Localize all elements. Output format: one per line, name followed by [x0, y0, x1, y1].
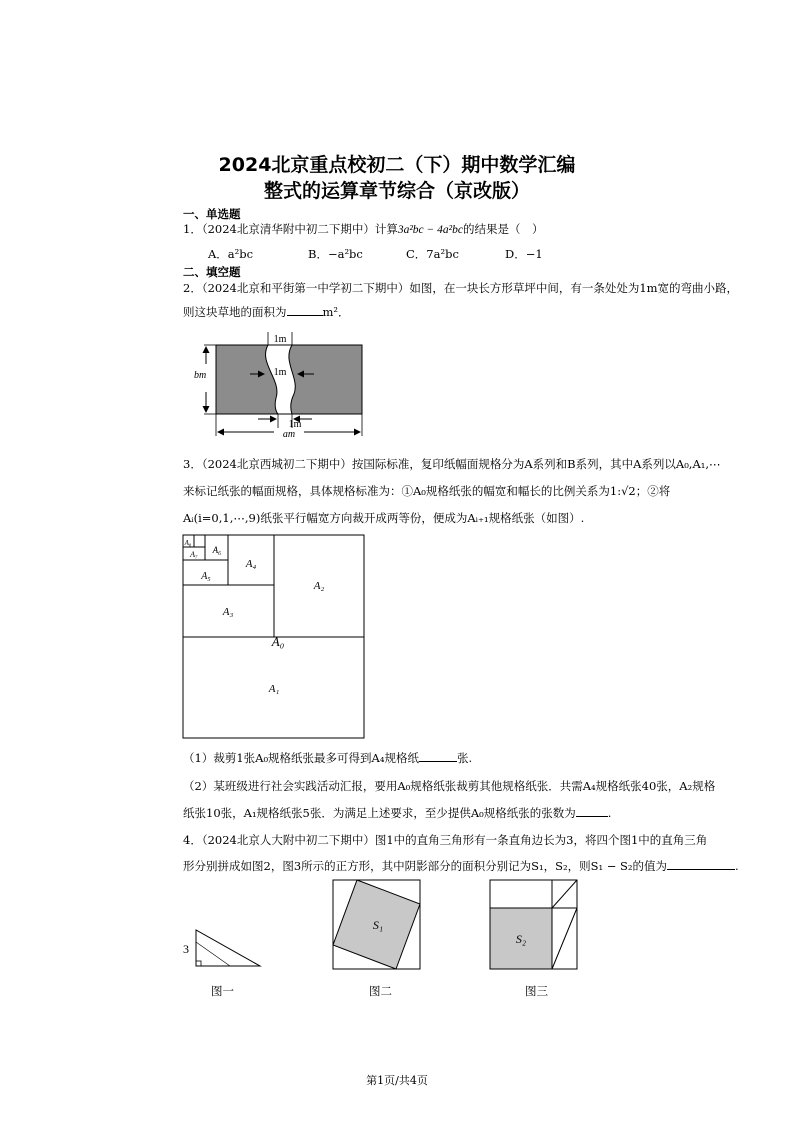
question-4-line1: 4．（2024北京人大附中初二下期中）图1中的直角三角形有一条直角边长为3，将四个图1中的直角三角 [183, 833, 708, 847]
label-a5: A₅ [201, 571, 211, 582]
bottom-width-label: 1m [288, 419, 302, 430]
question-1 [183, 221, 543, 237]
q3-sub1-answer-blank[interactable] [419, 761, 457, 762]
label-a6: A₆ [212, 545, 222, 555]
q2-text: 则这块草地的面积为 [183, 305, 287, 319]
q3-sub2-period: . [607, 806, 612, 820]
q3-sub2-answer-blank[interactable] [576, 816, 608, 817]
q4-period: . [735, 859, 739, 873]
page-subtitle: 整式的运算章节综合（京改版） [263, 180, 530, 202]
label-a0: A₀ [271, 634, 285, 649]
a-series-figure [182, 534, 366, 740]
label-a8: A₈ [184, 539, 192, 547]
q1-expression: 3a²bc − 4a²bc [397, 224, 463, 236]
q1-option-a[interactable]: A．a²bc [208, 247, 254, 261]
question-3-line2: 来标记纸张的幅面规格，具体规格标准为：①A₀规格纸张的幅宽和幅长的比例关系为1:√2；②将 [183, 484, 671, 498]
q3-sub1-unit: 张. [456, 751, 473, 765]
page-title: 2024北京重点校初二（下）期中数学汇编 [218, 154, 576, 176]
right-triangle-figure [180, 926, 264, 970]
section-fill-blank: 二、填空题 [183, 265, 241, 279]
top-width-label: 1m [273, 334, 287, 345]
question-2-line1: 2．（2024北京和平街第一中学初二下期中）如图，在一块长方形草坪中间，有一条处处为1m宽的弯曲小路， [183, 281, 739, 295]
middle-width-label: 1m [273, 367, 287, 378]
page-footer: 第1页/共4页 [366, 1074, 428, 1087]
q1-option-d[interactable]: D．−1 [505, 247, 543, 261]
triangle-side-label: 3 [183, 942, 189, 956]
caption-figure-1: 图一 [211, 984, 234, 998]
question-4-line2 [183, 858, 739, 874]
label-a3: A₃ [222, 606, 234, 618]
s2-label: S₂ [515, 932, 527, 946]
square-figure-3 [489, 879, 579, 971]
question-3-sub1 [183, 750, 472, 766]
bottom-dimension-label: am [282, 429, 296, 440]
label-a7: A₇ [190, 550, 198, 559]
question-3-line1: 3．（2024北京西城初二下期中）按国际标准，复印纸幅面规格分为A系列和B系列，其中A系列以A₀,A₁,⋯ [183, 457, 721, 471]
label-a2: A₂ [313, 580, 325, 592]
q3-sub1-text: （1）裁剪1张A₀规格纸张最多可得到A₄规格纸 [183, 751, 419, 765]
question-3-sub2-line2 [183, 805, 611, 821]
q3-sub2-text: 纸张10张，A₁规格纸张5张．为满足上述要求，至少提供A₀规格纸张的张数为 [183, 806, 576, 820]
q2-unit: m²． [322, 305, 350, 319]
section-single-choice: 一、单选题 [183, 207, 241, 221]
q1-suffix: 的结果是（ ） [462, 222, 544, 236]
question-2-line2 [183, 304, 350, 320]
question-3-line3: Aᵢ(i=0,1,⋯,9)纸张平行幅宽方向裁开成两等份，便成为Aᵢ₊₁规格纸张（如图）. [183, 511, 585, 525]
label-a1: A₁ [268, 683, 280, 695]
q2-answer-blank[interactable] [287, 315, 323, 316]
s1-label: S₁ [372, 918, 384, 932]
caption-figure-2: 图二 [369, 984, 392, 998]
question-3-sub2-line1: （2）某班级进行社会实践活动汇报，要用A₀规格纸张裁剪其他规格纸张．共需A₄规格纸张40张，A₂规格 [183, 779, 716, 793]
caption-figure-3: 图三 [525, 984, 548, 998]
square-figure-2 [332, 879, 422, 971]
q1-option-b[interactable]: B．−a²bc [308, 247, 363, 261]
left-dimension-label: bm [194, 370, 207, 381]
label-a4: A₄ [245, 558, 257, 570]
q1-prefix: 1．（2024北京清华附中初二下期中）计算 [183, 222, 398, 236]
q4-answer-blank[interactable] [667, 869, 735, 870]
q1-option-c[interactable]: C．7a²bc [406, 247, 459, 261]
q4-text: 形分别拼成如图2，图3所示的正方形，其中阴影部分的面积分别记为S₁，S₂，则S₁ − S₂的值为 [183, 859, 668, 873]
q2-figure [190, 328, 370, 440]
